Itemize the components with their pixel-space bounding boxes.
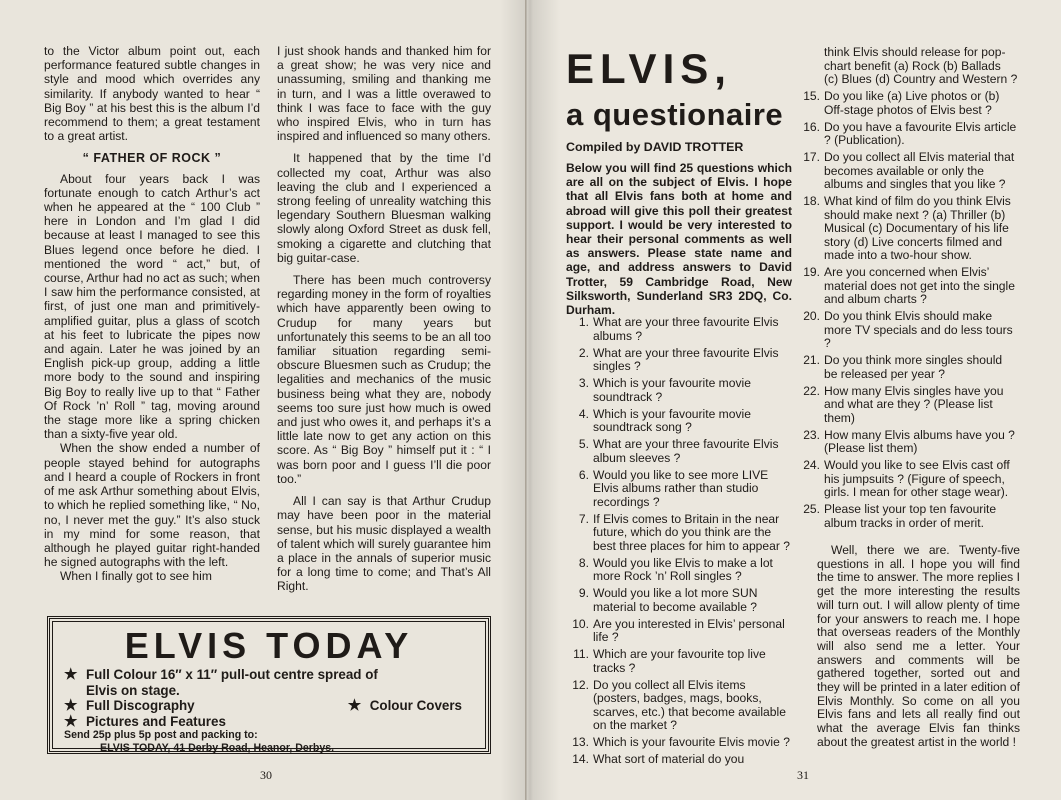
question-text: Do you think Elvis should make more TV specials and do less tours ? (824, 309, 1013, 350)
advert-text: Full Discography (86, 698, 195, 713)
question-text: What kind of film do you think Elvis should make next ? (a) Thriller (b) Musical (c) Documentary of his life story (d) Live concerts filmed and made into a two-hour show. (824, 194, 1011, 262)
closing-paragraph: Well, there we are. Twenty-five questions in all. I hope you will find the time to answer. The more replies I get the more interesting the results will turn out. I will allow plenty of time for your answers to reach me. I hope that overseas readers of the Monthly will also send me a letter. Your answers and comments will be gathered together, sorted out and they will be printed in a later edition of Elvis Monthly. So come on all you Elvis fans and lets all really find out what the average Elvis fan thinks about the greatest artist in the world ! (817, 543, 1020, 749)
page-number: 31 (797, 768, 809, 782)
question-number: 16. (803, 119, 820, 134)
advert-line (64, 667, 474, 683)
question-text: What are your three favourite Elvis albums ? (593, 315, 779, 343)
question-text: Would you like to see Elvis cast off his jumpsuits ? (Figure of speech, girls. I mean for other stage wear). (824, 458, 1010, 499)
star-icon: ★ (64, 666, 78, 683)
question-number: 6. (578, 467, 589, 482)
article-paragraph: About four years back I was fortunate enough to catch Arthur’s act when he appeared at the “ 100 Club ” here in London and I’m glad I did because at least I managed to see this Blues legend once before he died. I mentioned the word “ act,” but, of course, Arthur had no act as such; when I saw him the performance consisted, at first, of just one man and primitively-amplified guitar, plus a glass of scotch at his feet to lubricate the pipes now and again. Later he was joined by an English pick-up group, adding a little more body to the sound and inspiring Big Boy to really live up to that “ Father Of Rock ’n’ Roll ” tag, moving around the stage more like a spring chicken than a sixty-five year old. (44, 171, 260, 442)
question-text: Are you concerned when Elvis’ material does not get into the single and album charts ? (824, 265, 1015, 306)
question-number: 10. (572, 616, 589, 631)
question-text: What are your three favourite Elvis album sleeves ? (593, 437, 779, 465)
question-text: Do you think more singles should be released per year ? (824, 353, 1003, 381)
question-item (566, 557, 792, 584)
question-text: What are your three favourite Elvis singles ? (593, 345, 779, 373)
question-item (797, 429, 1018, 456)
question-text: Which is your favourite movie soundtrack ? (593, 376, 751, 404)
article-title: ELVIS, (566, 45, 732, 92)
article-subheading: “ FATHER OF ROCK ” (82, 151, 222, 166)
left-column-2 (277, 44, 491, 594)
star-icon: ★ (64, 697, 78, 714)
question-item (797, 354, 1018, 381)
question-number: 12. (572, 677, 589, 692)
article-paragraph: It happened that by the time I’d collected my coat, Arthur was also leaving the club and I experienced a strong feeling of unreality watching this legendary Southern Bluesman walking slowly along Oxford Street as dusk fell, smoking a cigarette and clutching that big guitar-case. (277, 151, 491, 265)
question-number: 8. (578, 555, 589, 570)
question-number: 17. (803, 150, 820, 164)
advert-line (64, 698, 474, 714)
advert-text: Pictures and Features (86, 713, 226, 729)
question-item (797, 459, 1018, 500)
question-number: 21. (803, 353, 820, 367)
question-item (566, 513, 792, 554)
elvis-today-advert (47, 616, 491, 754)
question-item (797, 195, 1018, 263)
question-item (797, 503, 1018, 530)
question-text: Which is your favourite movie soundtrack song ? (593, 406, 751, 434)
question-number: 11. (573, 647, 589, 661)
question-text: Do you like (a) Live photos or (b) Off-stage photos of Elvis best ? (824, 89, 1000, 117)
question-text: Do you collect all Elvis material that becomes available or only the albums and singles that you like ? (824, 150, 1015, 191)
article-paragraph: All I can say is that Arthur Crudup may have been poor in the material sense, but his music displayed a wealth of talent which will surely guarantee him a place in the annals of superior music for a long time to come; and That’s All Right. (277, 494, 491, 594)
advert-address: ELVIS TODAY, 41 Derby Road, Heanor, Derbys. (100, 741, 335, 754)
article-paragraph: to the Victor album point out, each performance featured subtle changes in style and mood which overrides any similarity. If anybody wanted to hear “ Big Boy ” at his best this is the album I’d recommend to them; a great testament to a great artist. (44, 44, 260, 144)
advert-text: Colour Covers (369, 698, 462, 713)
question-text: Are you interested in Elvis’ personal life ? (593, 616, 785, 644)
article-paragraph: When the show ended a number of people stayed behind for autographs and I heard a couple of Rockers in front of me ask Arthur something about Elvis, to which he replied something like, “ No, no, I never met the guy.” It’s also stuck in my mind for some reason, that although he played guitar right-handed he signed autographs with the left. (44, 441, 260, 570)
question-item (797, 385, 1018, 426)
question-item (566, 408, 792, 435)
question-item (797, 90, 1018, 117)
left-column-1 (44, 44, 260, 584)
question-number: 13. (572, 735, 589, 749)
byline: Compiled by DAVID TROTTER (566, 140, 744, 154)
star-icon: ★ (64, 712, 78, 730)
question-item (566, 648, 792, 675)
question-text: If Elvis comes to Britain in the near future, which do you think are the best three places for him to appear ? (593, 511, 790, 553)
left-page (0, 0, 526, 800)
question-item (566, 469, 792, 510)
question-item (566, 736, 792, 750)
question-text: Which are your favourite top live tracks ? (593, 647, 766, 675)
question-number: 2. (578, 345, 589, 360)
question-text: How many Elvis singles have you and what are they ? (Please list them) (824, 383, 1004, 425)
question-text: Do you have a favourite Elvis article ? (Publication). (824, 119, 1017, 147)
advert-line (64, 714, 474, 730)
advert-title: ELVIS TODAY (124, 625, 414, 666)
question-number: 3. (578, 376, 589, 390)
question-item (797, 310, 1018, 351)
question-text: Would you like Elvis to make a lot more Rock ’n’ Roll singles ? (593, 555, 773, 583)
questions-column-2 (797, 46, 1018, 534)
question-text: How many Elvis albums have you ? (Please list them) (824, 427, 1015, 455)
question-item (566, 377, 792, 404)
question-item (566, 679, 792, 733)
question-number: 23. (803, 427, 820, 442)
question-number: 24. (803, 458, 820, 472)
question-item (566, 753, 792, 767)
question-continuation: think Elvis should release for pop-chart benefit (a) Rock (b) Ballads (c) Blues (d) Country and Western ? (824, 45, 1018, 86)
question-list (566, 316, 792, 767)
question-item (566, 438, 792, 465)
question-number: 19. (803, 265, 820, 279)
question-number: 4. (578, 406, 589, 421)
question-number: 7. (578, 511, 589, 526)
question-number: 15. (803, 89, 820, 103)
article-paragraph: There has been much controversy regarding money in the form of royalties which have apparently been owing to Crudup for many years but unfortunately this seems to be an all too familiar situation regarding semi-obscure Bluesmen such as Crudup; the legalities and mechanics of the music business being what they are, nobody seems too sure just how much is owed and just who owes it, and perhaps it’s a little late now to get any action on this score. As “ Big Boy ” himself put it : “ I was born poor and I guess I’ll die poor too.” (277, 273, 491, 486)
question-number: 18. (803, 194, 820, 208)
advert-line: Elvis on stage. (86, 682, 180, 698)
article-paragraph: When I finally got to see him (60, 569, 212, 584)
question-item (797, 121, 1018, 148)
question-number: 22. (803, 383, 820, 398)
question-number: 1. (578, 315, 589, 329)
question-number: 25. (803, 502, 820, 516)
question-number: 14. (572, 752, 589, 766)
question-text: Do you collect all Elvis items (posters, badges, mags, books, scarves, etc.) that become available on the market ? (593, 677, 786, 732)
question-text: Please list your top ten favourite album tracks in order of merit. (824, 502, 997, 530)
intro-paragraph: Below you will find 25 questions which are all on the subject of Elvis. I hope that all Elvis fans both at home and abroad will give this poll their greatest support. I would be very interested to hear their personal comments as well as answers. Please state name and age, and address answers to David Trotter, 59 Cambridge Road, New Silksworth, Sunderland SR3 2DQ, Co. Durham. (566, 161, 792, 318)
article-subtitle: a questionaire (566, 97, 784, 132)
star-icon: ★ (347, 697, 362, 714)
question-number: 5. (578, 437, 589, 451)
question-item (797, 266, 1018, 307)
question-item (566, 587, 792, 614)
question-text: Which is your favourite Elvis movie ? (593, 735, 790, 749)
article-paragraph: I just shook hands and thanked him for a great show; he was very nice and unassuming, smiling and thanking me in turn, and I was a little overawed to think I was face to face with the guy who inspired Elvis, who in turn has inspired and influenced so many others. (277, 44, 491, 144)
question-item (566, 618, 792, 645)
question-text: What sort of material do you (593, 752, 745, 766)
question-item (797, 151, 1018, 192)
question-item (566, 316, 792, 343)
question-list (797, 90, 1018, 530)
question-number: 20. (803, 309, 820, 323)
question-number: 9. (578, 586, 589, 600)
page-number: 30 (260, 768, 272, 782)
question-item (566, 347, 792, 374)
advert-text: Full Colour 16″ x 11″ pull-out centre spread of (86, 667, 378, 682)
question-text: Would you like a lot more SUN material to become available ? (593, 586, 758, 614)
advert-postage: Send 25p plus 5p post and packing to: (64, 729, 258, 741)
question-text: Would you like to see more LIVE Elvis albums rather than studio recordings ? (593, 467, 769, 509)
questions-column-1 (566, 316, 792, 770)
